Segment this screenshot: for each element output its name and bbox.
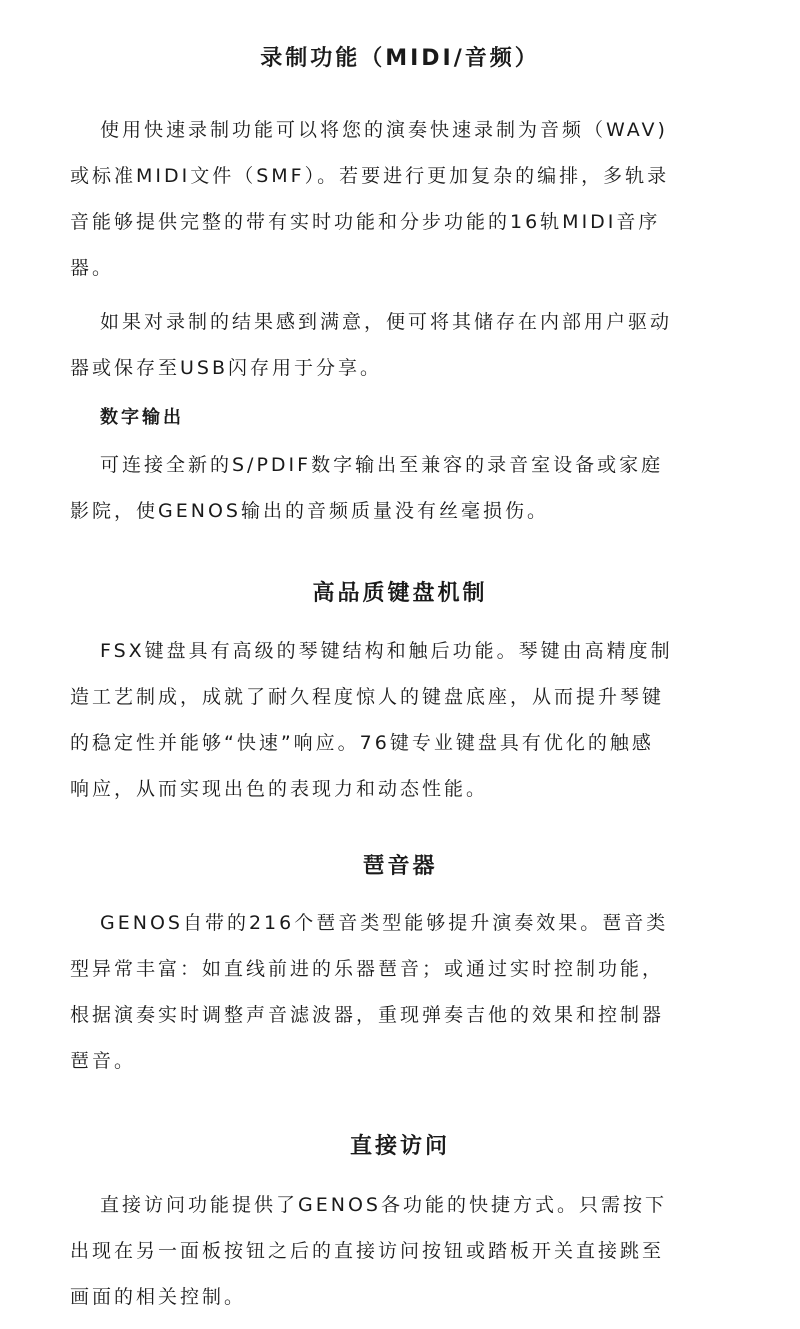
text-line: 根据演奏实时调整声音滤波器，重现弹奏吉他的效果和控制器: [70, 1004, 665, 1026]
section-title-keyboard: 高品质键盘机制: [312, 581, 488, 606]
text-line: 画面的相关控制。: [70, 1286, 247, 1308]
section-title-recording: 录制功能（MIDI/音频）: [260, 46, 540, 71]
text-line: 型异常丰富：如直线前进的乐器琶音；或通过实时控制功能，: [70, 958, 665, 980]
text-line: 造工艺制成，成就了耐久程度惊人的键盘底座，从而提升琴键: [70, 686, 665, 708]
text-line: 出现在另一面板按钮之后的直接访问按钮或踏板开关直接跳至: [70, 1240, 665, 1262]
text-line: 音能够提供完整的带有实时功能和分步功能的16轨MIDI音序: [70, 211, 661, 233]
text-line: 直接访问功能提供了GENOS各功能的快捷方式。只需按下: [100, 1194, 667, 1216]
text-line: GENOS自带的216个琶音类型能够提升演奏效果。琶音类: [100, 912, 669, 934]
section-title-arpeggiator: 琶音器: [362, 854, 438, 879]
paragraph-recording-intro: [70, 107, 730, 291]
paragraph-recording-save: [70, 299, 730, 391]
paragraph-direct-access: [70, 1182, 730, 1320]
text-line: 可连接全新的S/PDIF数字输出至兼容的录音室设备或家庭: [100, 454, 664, 476]
text-line: 或标准MIDI文件（SMF）。若要进行更加复杂的编排，多轨录: [70, 165, 670, 187]
paragraph-arpeggiator: [70, 900, 730, 1084]
text-line: FSX键盘具有高级的琴键结构和触后功能。琴键由高精度制: [100, 640, 673, 662]
section-title-direct-access: 直接访问: [349, 1134, 450, 1159]
text-line: 影院，使GENOS输出的音频质量没有丝毫损伤。: [70, 500, 549, 522]
text-line: 器或保存至USB闪存用于分享。: [70, 357, 383, 379]
paragraph-digital-output: [70, 442, 730, 534]
text-line: 使用快速录制功能可以将您的演奏快速录制为音频（WAV): [100, 119, 668, 141]
text-line: 响应，从而实现出色的表现力和动态性能。: [70, 778, 489, 800]
text-line: 的稳定性并能够“快速”响应。76键专业键盘具有优化的触感: [70, 732, 654, 754]
paragraph-keyboard: [70, 628, 730, 812]
text-line: 器。: [70, 257, 115, 279]
text-line: 如果对录制的结果感到满意，便可将其储存在内部用户驱动: [100, 311, 673, 333]
subheading-digital-output: 数字输出: [100, 407, 184, 428]
text-line: 琶音。: [70, 1050, 137, 1072]
